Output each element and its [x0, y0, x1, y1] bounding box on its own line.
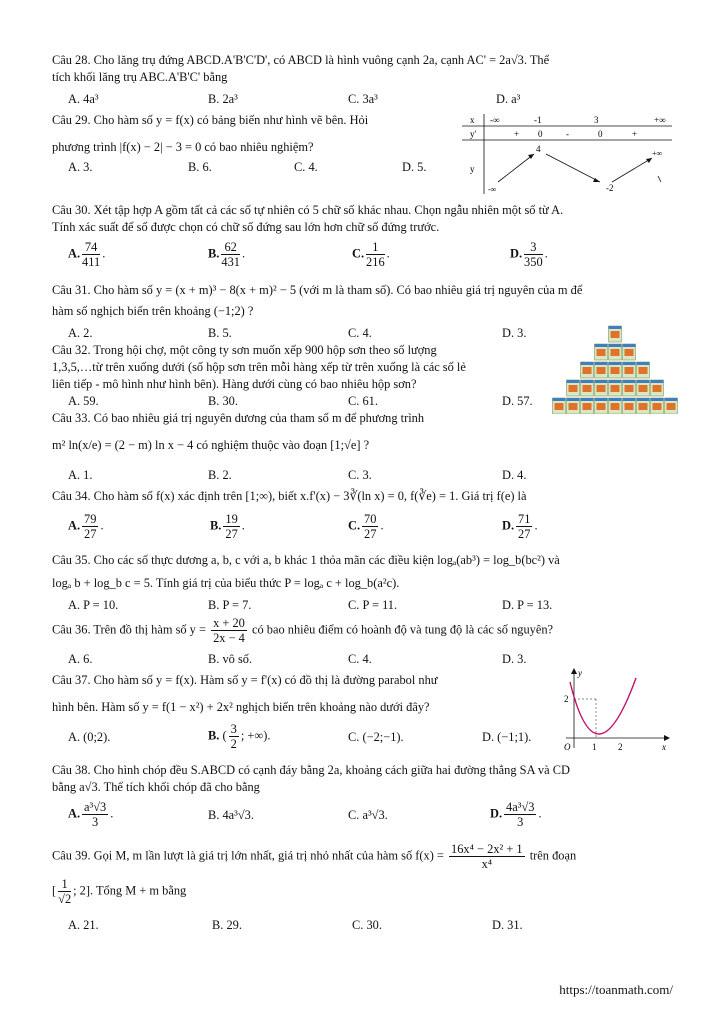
paint-can: [567, 380, 580, 396]
vt-y-2: -2: [606, 183, 614, 193]
q39-option-b[interactable]: B. 29.: [212, 918, 242, 932]
vt-sign-0: +: [514, 129, 520, 139]
q32-option-b[interactable]: B. 30.: [208, 394, 238, 408]
vt-x-1: -1: [534, 115, 542, 125]
q36-option-d[interactable]: D. 3.: [502, 652, 527, 666]
q35-line2: logₐ b + log_b c = 5. Tính giá trị của biểu thức P = logₐ c + log_b(a²c).: [52, 576, 400, 590]
q37-line1: Câu 37. Cho hàm số y = f(x). Hàm số y = f'(x) có đồ thị là đường parabol như: [52, 673, 438, 687]
question-37: [52, 672, 552, 716]
q34-option-b[interactable]: B. $\frac{19}{27}$ .: [210, 512, 245, 541]
vt-sign-1: 0: [538, 129, 543, 139]
q34-line1: Câu 34. Cho hàm số f(x) xác định trên [1;∞), biết x.f'(x) − 3∛(ln x) = 0, f(∛e) = 1. Giá trị f(e) là: [52, 489, 527, 503]
vt-arrow-down: [546, 154, 600, 182]
graph-tick-x-2: 2: [618, 742, 623, 752]
question-31: [52, 282, 676, 320]
q28-line2: tích khối lăng trụ ABC.A'B'C' bằng: [52, 70, 228, 84]
vt-sign-3: 0: [598, 129, 603, 139]
q30-option-b[interactable]: B. $\frac{62}{431}$ .: [208, 240, 246, 269]
q28-option-c[interactable]: C. 3a³: [348, 92, 378, 106]
question-30: [52, 202, 676, 236]
q31-option-b[interactable]: B. 5.: [208, 326, 232, 340]
vt-x-label: x: [470, 115, 475, 125]
question-34: [52, 488, 676, 505]
question-28: [52, 52, 676, 86]
q31-option-c[interactable]: C. 4.: [348, 326, 372, 340]
parabola-curve: [570, 678, 636, 734]
footer-url-link[interactable]: https://toanmath.com/: [559, 982, 673, 997]
paint-can: [595, 344, 608, 360]
q33-line2: m² ln(x/e) = (2 − m) ln x − 4 có nghiệm thuộc vào đoạn [1;√e] ?: [52, 438, 370, 452]
question-39: [52, 842, 676, 906]
question-36: [52, 616, 676, 645]
paint-can: [595, 380, 608, 396]
graph-tick-x-1: 1: [592, 742, 597, 752]
q34-option-c[interactable]: C. $\frac{70}{27}$ .: [348, 512, 384, 541]
q31-option-d[interactable]: D. 3.: [502, 326, 527, 340]
q38-option-b[interactable]: B. 4a³√3.: [208, 808, 254, 822]
q37-option-a[interactable]: A. (0;2).: [68, 730, 111, 744]
q35-options: [62, 598, 676, 616]
vt-y-3: +∞: [652, 149, 663, 158]
q35-option-c[interactable]: C. P = 11.: [348, 598, 398, 612]
q31-option-a[interactable]: A. 2.: [68, 326, 93, 340]
q39-function-fraction: $\frac{\text{16x⁴ − 2x² + 1}}{\text{x⁴}}$: [451, 842, 523, 871]
q36-function-fraction: $\frac{x + 20}{2x - 4}$: [213, 616, 245, 645]
q32-line1: Câu 32. Trong hội chợ, một công ty sơn muốn xếp 900 hộp sơn theo số lượng: [52, 343, 437, 357]
q30-line1: Câu 30. Xét tập hợp A gồm tất cả các số tự nhiên có 5 chữ số khác nhau. Chọn ngẫu nhiên một số từ A.: [52, 203, 564, 217]
q29-options: [62, 160, 442, 178]
graph-tick-y-2: 2: [564, 694, 569, 704]
paint-can: [651, 380, 664, 396]
paint-can: [581, 362, 594, 378]
q39-option-d[interactable]: D. 31.: [492, 918, 523, 932]
q33-option-d[interactable]: D. 4.: [502, 468, 527, 482]
q29-line1: Câu 29. Cho hàm số y = f(x) có bảng biến như hình vẽ bên. Hỏi: [52, 113, 369, 127]
q28-option-b[interactable]: B. 2a³: [208, 92, 238, 106]
q35-option-a[interactable]: A. P = 10.: [68, 598, 119, 612]
paint-can: [637, 380, 650, 396]
q38-option-c[interactable]: C. a³√3.: [348, 808, 388, 822]
q36-text-post: có bao nhiêu điểm có hoành độ và tung độ là các số nguyên?: [251, 622, 554, 637]
q35-line1: Câu 35. Cho các số thực dương a, b, c với a, b khác 1 thỏa mãn các điều kiện logₐ(ab³) = log_b(bc²) và: [52, 553, 560, 567]
q32-line3: liên tiếp - mô hình như hình bên). Hàng dưới cùng có bao nhiêu hộp sơn?: [52, 377, 417, 391]
q39-option-a[interactable]: A. 21.: [68, 918, 99, 932]
paint-can: [609, 326, 622, 342]
q30-options: [62, 240, 676, 272]
q37-option-d[interactable]: D. (−1;1).: [482, 730, 532, 744]
vt-y-label: y: [470, 164, 475, 174]
q35-option-b[interactable]: B. P = 7.: [208, 598, 252, 612]
q28-line1: Câu 28. Cho lăng trụ đứng ABCD.A'B'C'D', có ABCD là hình vuông cạnh 2a, cạnh AC' = 2a√3. Thể: [52, 53, 550, 67]
q33-line1: Câu 33. Có bao nhiêu giá trị nguyên dương của tham số m để phương trình: [52, 411, 425, 425]
q29-option-d[interactable]: D. 5.: [402, 160, 427, 174]
q36-text-pre: Câu 36. Trên đồ thị hàm số y =: [52, 622, 206, 637]
q30-line2: Tính xác suất để số được chọn có chữ số đứng sau lớn hơn chữ số đứng trước.: [52, 220, 440, 234]
paint-can: [623, 344, 636, 360]
question-32: [52, 342, 542, 393]
q36-option-c[interactable]: C. 4.: [348, 652, 372, 666]
q38-option-d[interactable]: D. $\frac{\text{4a³√3}}{3}$ .: [490, 800, 542, 829]
paint-can: [609, 380, 622, 396]
vt-x-2: 3: [594, 115, 599, 125]
q39-line2: [ $\frac{1}{√2}$ ; 2]. Tổng M + m bằng: [52, 877, 187, 906]
vt-sign-4: +: [632, 129, 638, 139]
q29-option-b[interactable]: B. 6.: [188, 160, 212, 174]
q39-text-post: trên đoạn: [529, 848, 577, 863]
graph-origin-label: O: [564, 742, 571, 752]
derivative-parabola-graph: [556, 664, 674, 754]
q33-option-c[interactable]: C. 3.: [348, 468, 372, 482]
paint-can: [623, 362, 636, 378]
vt-sign-2: -: [566, 129, 569, 139]
vt-y-0: -∞: [488, 185, 497, 194]
q37-line2: hình bên. Hàm số y = f(1 − x²) + 2x² nghịch biến trên khoảng nào dưới đây?: [52, 700, 430, 714]
q33-option-b[interactable]: B. 2.: [208, 468, 232, 482]
q39-option-c[interactable]: C. 30.: [352, 918, 382, 932]
q38-option-a[interactable]: A. $\frac{\text{a³√3}}{3}$ .: [68, 800, 114, 829]
q29-option-a[interactable]: A. 3.: [68, 160, 93, 174]
question-38: [52, 762, 676, 796]
q34-option-a[interactable]: A. $\frac{79}{27}$ .: [68, 512, 104, 541]
paint-can: [609, 362, 622, 378]
q36-option-b[interactable]: B. vô số.: [208, 652, 253, 666]
q30-option-a[interactable]: A. $\frac{74}{411}$ .: [68, 240, 106, 269]
paint-can: [581, 380, 594, 396]
q39-interval-fraction: $\frac{1}{√2}$: [58, 877, 72, 906]
paint-can: [609, 344, 622, 360]
q39-text-pre: Câu 39. Gọi M, m lần lượt là giá trị lớn nhất, giá trị nhỏ nhất của hàm số f(x) =: [52, 848, 444, 863]
q33-options: [62, 468, 676, 486]
q32-option-d[interactable]: D. 57.: [502, 394, 533, 408]
variation-table: [462, 112, 676, 196]
q29-option-c[interactable]: C. 4.: [294, 160, 318, 174]
q34-options: [62, 512, 676, 546]
vt-x-3: +∞: [654, 115, 666, 125]
q28-options: [62, 92, 676, 110]
vt-yp-label: y': [470, 129, 477, 139]
q38-options: [62, 800, 676, 836]
vt-arrow-up-1: [498, 154, 534, 182]
graph-y-label: y: [578, 668, 582, 678]
question-29: [52, 112, 452, 156]
q30-option-d[interactable]: D. $\frac{3}{350}$ .: [510, 240, 548, 269]
graph-x-label: x: [662, 742, 666, 752]
q35-option-d[interactable]: D. P = 13.: [502, 598, 553, 612]
q33-option-a[interactable]: A. 1.: [68, 468, 93, 482]
q32-option-a[interactable]: A. 59.: [68, 394, 99, 408]
paint-can: [623, 380, 636, 396]
q34-option-d[interactable]: D. $\frac{71}{27}$ .: [502, 512, 538, 541]
q31-line2: hàm số nghịch biến trên khoảng (−1;2) ?: [52, 304, 254, 318]
q30-option-c[interactable]: C. $\frac{1}{216}$ .: [352, 240, 390, 269]
vt-x-0: -∞: [490, 115, 500, 125]
q38-line1: Câu 38. Cho hình chóp đều S.ABCD có cạnh đáy bằng 2a, khoảng cách giữa hai đường thẳng SA và CD: [52, 763, 570, 777]
paint-can: [637, 362, 650, 378]
q39-options: [62, 918, 676, 936]
vt-y-1: 4: [536, 144, 541, 154]
q37-option-b[interactable]: B. ( $\frac{3}{2}$ ; +∞).: [208, 722, 271, 751]
q36-option-a[interactable]: A. 6.: [68, 652, 93, 666]
question-35: [52, 552, 676, 592]
q28-option-d[interactable]: D. a³: [496, 92, 521, 106]
q28-option-a[interactable]: A. 4a³: [68, 92, 99, 106]
vt-arrow-up-2: [612, 158, 652, 182]
paint-can: [595, 362, 608, 378]
q37-option-c[interactable]: C. (−2;−1).: [348, 730, 404, 744]
q32-line2: 1,3,5,…từ trên xuống dưới (số hộp sơn trên mỗi hàng xếp từ trên xuống là các số lẻ: [52, 360, 466, 374]
q31-line1: Câu 31. Cho hàm số y = (x + m)³ − 8(x + m)² − 5 (với m là tham số). Có bao nhiêu giá trị nguyên của m để: [52, 283, 583, 297]
q37-options: [62, 722, 562, 756]
q29-line2: phương trình |f(x) − 2| − 3 = 0 có bao nhiêu nghiệm?: [52, 140, 314, 154]
paint-cans-pyramid-image: [550, 322, 680, 414]
question-33: [52, 410, 676, 454]
q38-line2: bằng a√3. Thể tích khối chóp đã cho bằng: [52, 780, 260, 794]
q32-option-c[interactable]: C. 61.: [348, 394, 378, 408]
